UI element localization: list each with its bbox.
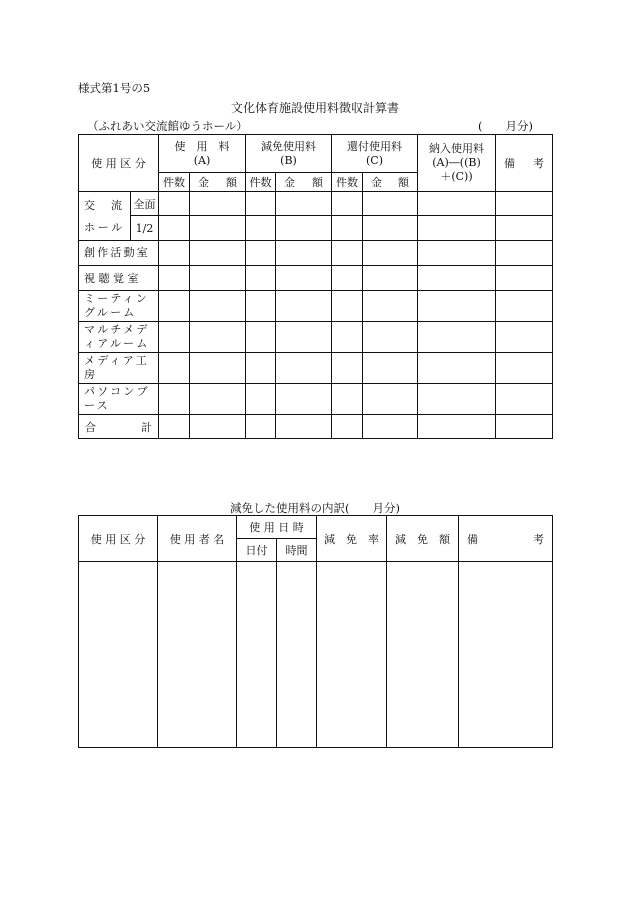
room-label: マルチメデ ィアルーム [79, 322, 159, 353]
payment-fee-header: 納入使用料 (A)―((B) ＋(C)) [418, 135, 496, 192]
fee-c-header: 還付使用料 (C) [332, 135, 418, 173]
reduction-rate-header: 減 免 率 [317, 516, 387, 562]
table-row [79, 192, 553, 216]
fee-c-count-header: 件数 [332, 173, 363, 192]
remarks-header: 備 考 [496, 135, 553, 192]
fee-a-header: 使 用 料 (A) [159, 135, 246, 173]
reduction-amount-header: 減 免 額 [387, 516, 459, 562]
fee-b-count-header: 件数 [246, 173, 276, 192]
table-row [79, 216, 553, 241]
room-label: 視 聴 覚 室 [79, 266, 159, 291]
hall-half-label: 1/2 [131, 216, 159, 241]
table-row [79, 353, 553, 384]
month-field: ( 月分) [478, 119, 533, 133]
usage-category-header: 使 用 区 分 [79, 516, 158, 562]
fee-a-count-header: 件数 [159, 173, 190, 192]
table-row [79, 384, 553, 415]
table-row [79, 415, 553, 439]
room-label: パソコンブ ース [79, 384, 159, 415]
form-number: 様式第1号の5 [78, 81, 151, 95]
table-row [79, 291, 553, 322]
room-label: ミーティン グルーム [79, 291, 159, 322]
user-name-header: 使 用 者 名 [158, 516, 237, 562]
total-label: 合 計 [79, 415, 159, 439]
table-row [79, 322, 553, 353]
facility-name: （ふれあい交流館ゆうホール） [87, 119, 248, 133]
hall-label: 交 流 ホール [79, 192, 131, 241]
reduction-breakdown-title: 減免した使用料の内訳( 月分) [230, 501, 400, 515]
room-label: メディア工 房 [79, 353, 159, 384]
fee-c-amount-header: 金 額 [363, 173, 418, 192]
reduction-detail-table [78, 515, 553, 748]
table-row [79, 266, 553, 291]
fee-b-header: 減免使用料 (B) [246, 135, 332, 173]
usage-category-header: 使 用 区 分 [79, 135, 159, 192]
fee-calculation-table [78, 134, 553, 439]
time-header: 時間 [277, 539, 317, 562]
remarks-header: 備 考 [459, 516, 553, 562]
date-header: 日付 [237, 539, 277, 562]
table-row [79, 241, 553, 266]
room-label: 創作活動室 [79, 241, 159, 266]
usage-datetime-header: 使 用 日 時 [237, 516, 317, 539]
fee-b-amount-header: 金 額 [276, 173, 332, 192]
hall-full-label: 全面 [131, 192, 159, 216]
document-title: 文化体育施設使用料徴収計算書 [230, 101, 399, 115]
table-row [79, 562, 553, 748]
fee-a-amount-header: 金 額 [190, 173, 246, 192]
